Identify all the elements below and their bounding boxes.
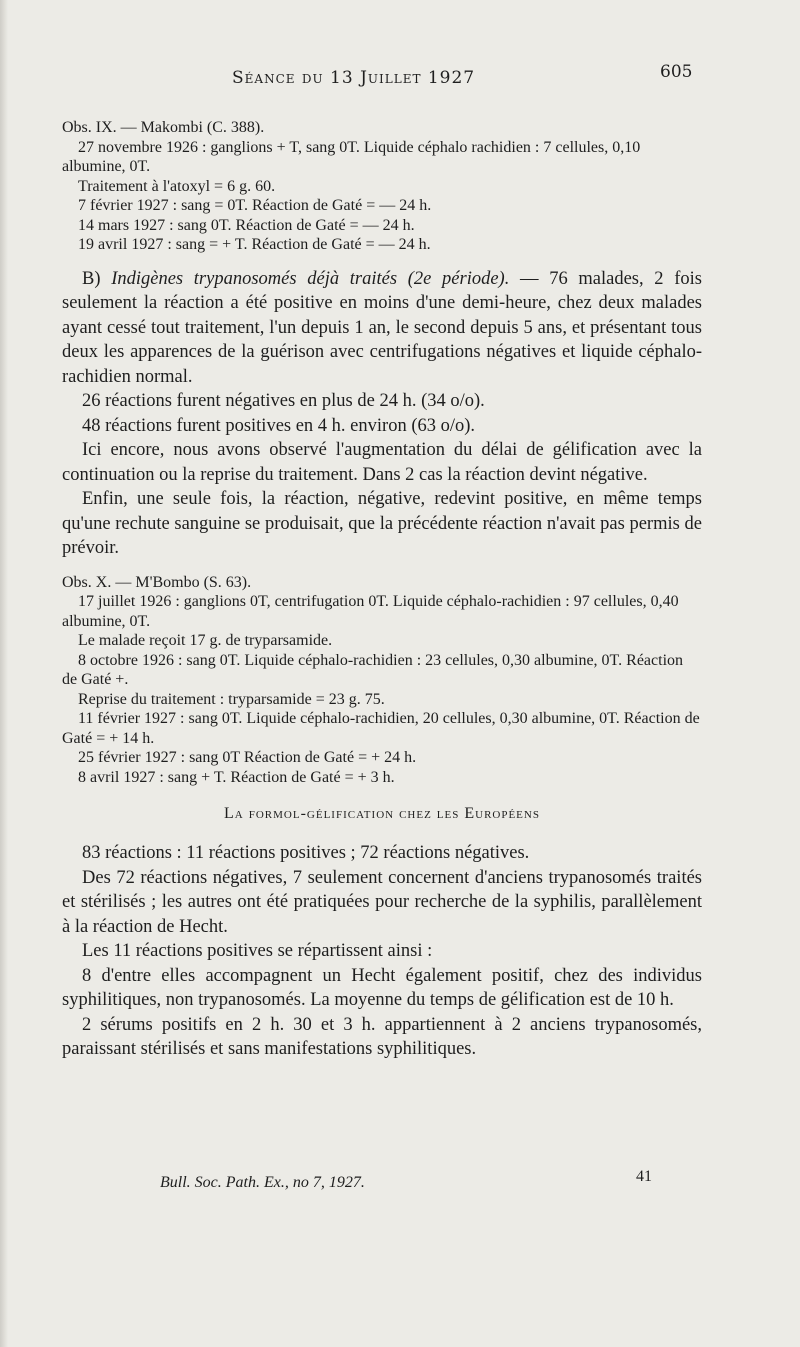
section-b-label: B) (82, 268, 112, 289)
section-b-paragraph: 26 réactions furent négatives en plus de 24 h. (34 o/o). (82, 391, 485, 411)
obs-10-line: Reprise du traitement : tryparsamide = 23 g. 75. (78, 690, 385, 708)
page-edge-shadow (0, 0, 8, 1347)
obs-10-line: 8 octobre 1926 : sang 0T. Liquide céphalo-rachidien : 23 cellules, 0,30 albumine, 0T. Réaction de Gaté +. (62, 651, 684, 688)
obs-9-line: Traitement à l'atoxyl = 6 g. 60. (78, 177, 276, 195)
obs-9-line: 19 avril 1927 : sang = + T. Réaction de Gaté = — 24 h. (78, 236, 431, 253)
printer-signature: 41 (636, 1168, 652, 1185)
obs-10-line: 11 février 1927 : sang 0T. Liquide céphalo-rachidien, 20 cellules, 0,30 albumine, 0T. Réaction de Gaté = + 14 h. (62, 710, 700, 747)
obs-9-title: Obs. IX. — Makombi (C. 388). (62, 119, 265, 136)
page-footer (0, 1168, 800, 1198)
obs-10-line: Le malade reçoit 17 g. de tryparsamide. (78, 632, 333, 649)
obs-10-line: 25 février 1927 : sang 0T Réaction de Gaté = + 24 h. (78, 749, 417, 766)
obs-9-line: 7 février 1927 : sang = 0T. Réaction de Gaté = — 24 h. (78, 197, 432, 214)
page-header (0, 60, 800, 90)
europeens-paragraph: 2 sérums positifs en 2 h. 30 et 3 h. appartiennent à 2 anciens trypanosomés, paraissant stérilisés et sans manifestations syphilitiques. (62, 1014, 702, 1059)
section-b-paragraph: 48 réactions furent positives en 4 h. environ (63 o/o). (82, 415, 476, 436)
europeens-paragraph: 83 réactions : 11 réactions positives ; 72 réactions négatives. (82, 843, 530, 863)
europeens-paragraph: 8 d'entre elles accompagnent un Hecht également positif, chez des individus syphilitiques, non trypanosomés. La moyenne du temps de gélification est de 10 h. (62, 965, 702, 1010)
obs-10-line: 17 juillet 1926 : ganglions 0T, centrifugation 0T. Liquide céphalo-rachidien : 97 cellules, 0,40 albumine, 0T. (62, 593, 679, 630)
obs-9-line: 14 mars 1927 : sang 0T. Réaction de Gaté = — 24 h. (78, 216, 415, 234)
running-title: Séance du 13 Juillet 1927 (232, 68, 476, 88)
page-body (62, 118, 702, 1062)
section-b-paragraph (62, 267, 702, 390)
section-heading: La formol-gélification chez les Européens (224, 805, 540, 822)
section-b-paragraph: Enfin, une seule fois, la réaction, négative, redevint positive, en même temps qu'une rechute sanguine se produisait, que la précédente réaction n'avait pas permis de prévoir. (62, 489, 702, 558)
journal-citation: Bull. Soc. Path. Ex., no 7, 1927. (160, 1174, 365, 1191)
obs-10-line: 8 avril 1927 : sang + T. Réaction de Gaté = + 3 h. (78, 768, 395, 786)
obs-10-title: Obs. X. — M'Bombo (S. 63). (62, 573, 252, 591)
section-b-heading: Indigènes trypanosomés déjà traités (2e période). (111, 268, 510, 289)
page-number: 605 (660, 62, 693, 82)
section-b-paragraph: Ici encore, nous avons observé l'augmentation du délai de gélification avec la continuation ou la reprise du traitement. Dans 2 cas la réaction devint négative. (62, 440, 702, 485)
section-b-text: — 76 malades, 2 fois seulement la réaction a été positive en moins d'une demi-heure, chez deux malades ayant cessé tout traitement, l'un depuis 1 an, le second depuis 5 ans, et présentant tous deux les apparences de la guérison avec centrifugations négatives et liquide céphalo-rachidien normal. (62, 268, 702, 387)
obs-9-line: 27 novembre 1926 : ganglions + T, sang 0T. Liquide céphalo rachidien : 7 cellules, 0,10 albumine, 0T. (62, 138, 641, 175)
europeens-paragraph: Des 72 réactions négatives, 7 seulement concernent d'anciens trypanosomés traités et stérilisés ; les autres ont été pratiquées pour recherche de la syphilis, parallèlement à la réaction de Hecht. (62, 867, 702, 937)
europeens-paragraph: Les 11 réactions positives se répartissent ainsi : (82, 941, 433, 961)
